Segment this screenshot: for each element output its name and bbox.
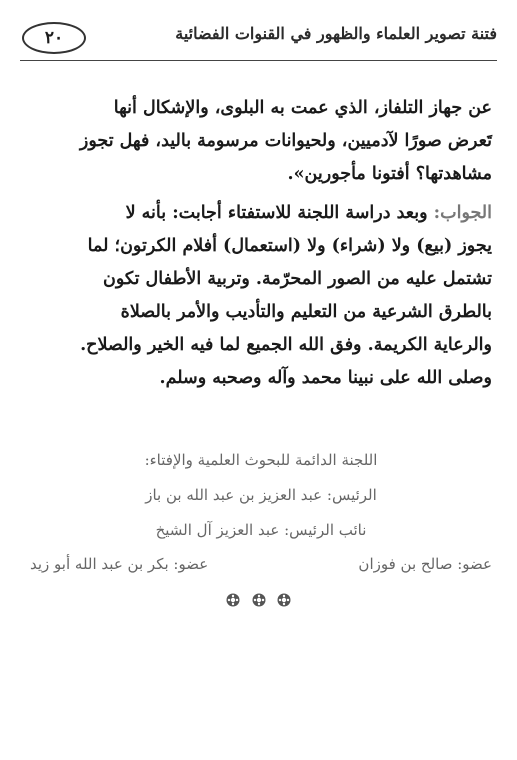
page-header <box>20 22 497 62</box>
president-signature: الرئيس: عبد العزيز بن عبد الله بن باز <box>145 486 377 504</box>
answer-first-line <box>30 197 492 230</box>
committee-name: اللجنة الدائمة للبحوث العلمية والإفتاء: <box>144 451 378 469</box>
text-line: بالطرق الشرعية من التعليم والتأديب والأمر بالصلاة <box>120 302 492 322</box>
answer-label: الجواب: <box>433 203 492 223</box>
member-signature: عضو: صالح بن فوزان <box>358 555 492 573</box>
text-line: مشاهدتها؟ أفتونا مأجورين». <box>287 164 492 184</box>
flower-ornament-icon <box>252 593 266 607</box>
member-signature: عضو: بكر بن عبد الله أبو زيد <box>30 555 209 573</box>
text-line: يجوز (بيع) ولا (شراء) ولا (استعمال) أفلام الكرتون؛ لما <box>87 236 492 256</box>
text-line: عن جهاز التلفاز، الذي عمت به البلوى، والإشكال أنها <box>113 98 492 118</box>
text-line: والرعاية الكريمة. وفق الله الجميع لما فيه الخير والصلاح. <box>80 335 492 355</box>
text-line: تشتمل عليه من الصور المحرّمة. وتربية الأطفال تكون <box>103 269 492 289</box>
section-end-ornaments <box>0 592 517 611</box>
flower-ornament-icon <box>277 593 291 607</box>
header-divider <box>20 60 497 61</box>
body-text <box>30 92 492 395</box>
members-row <box>30 555 492 579</box>
text-line: وصلى الله على نبينا محمد وآله وصحبه وسلم. <box>159 368 492 388</box>
running-title: فتنة تصوير العلماء والظهور في القنوات الفضائية <box>175 24 497 43</box>
vice-president-signature: نائب الرئيس: عبد العزيز آل الشيخ <box>155 521 367 539</box>
answer-text: وبعد دراسة اللجنة للاستفتاء أجابت: بأنه لا <box>125 203 434 223</box>
page-number: ٢٠ <box>22 22 86 54</box>
text-line: تَعرض صورًا لآدميين، ولحيوانات مرسومة باليد، فهل تجوز <box>79 131 492 151</box>
flower-ornament-icon <box>226 593 240 607</box>
